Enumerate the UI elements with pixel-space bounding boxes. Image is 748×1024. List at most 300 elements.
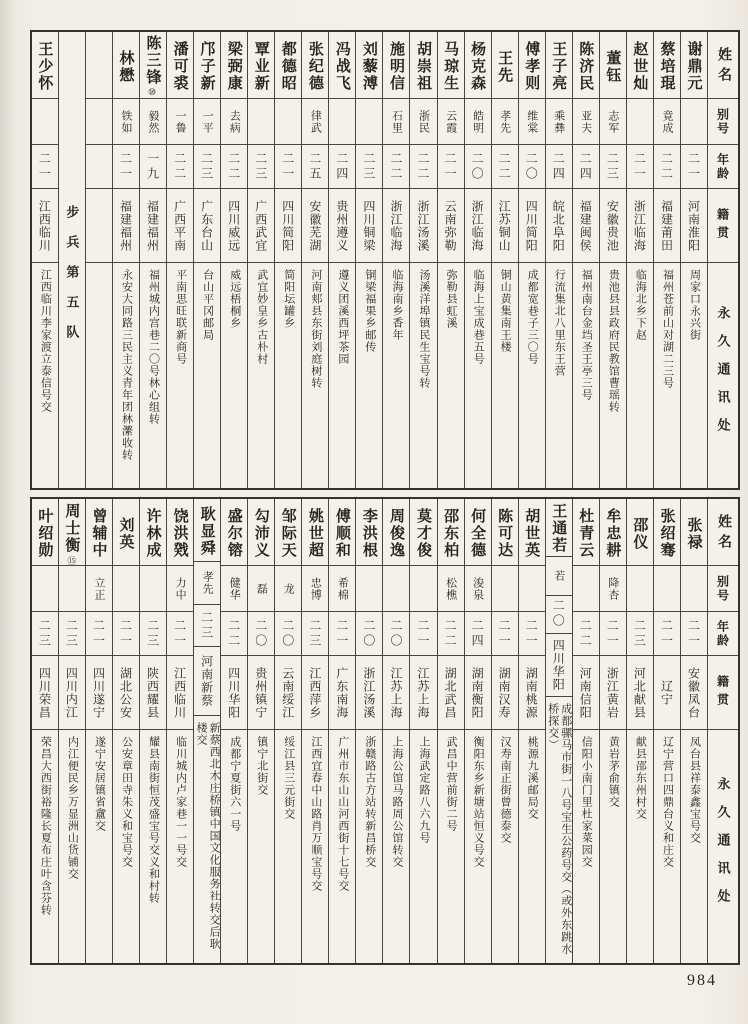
- alias-cell: [32, 566, 58, 612]
- name-cell: [275, 32, 301, 99]
- alias-cell: 铁如: [113, 99, 139, 145]
- name-cell: [465, 32, 491, 99]
- name-cell: [383, 32, 409, 99]
- person-name: 马琼生: [442, 41, 459, 92]
- address-cell: 临海北乡下赵: [634, 269, 647, 341]
- native-cell: 湖北公安: [113, 656, 139, 730]
- age-cell: 二三: [600, 145, 626, 189]
- age-cell: 二二: [573, 612, 599, 656]
- person-column: [139, 32, 166, 488]
- age-cell: 二一: [519, 612, 545, 656]
- alias-cell: 降杏: [600, 566, 626, 612]
- address-cell: 临海上宝成巷五号: [472, 269, 485, 365]
- age-cell: 二三: [194, 605, 220, 646]
- header-age: 年龄: [708, 612, 738, 656]
- person-column: [491, 499, 518, 963]
- native-cell: 陕西耀县: [140, 656, 166, 730]
- name-cell: [654, 32, 680, 99]
- person-name: 王少怀: [36, 41, 53, 92]
- address-cell: 绥江县三元街交: [282, 736, 295, 820]
- person-name: 周俊逸: [387, 508, 404, 559]
- native-cell: 河南新蔡: [194, 647, 220, 717]
- address-cell: 铜山黄集南王楼: [499, 269, 512, 353]
- alias-cell: 一鲁: [167, 99, 193, 145]
- address-cell: 汉寿南正街曾德泰交: [499, 736, 512, 844]
- alias-cell: 浙民: [410, 99, 436, 145]
- native-cell: 浙江临海: [627, 189, 653, 263]
- name-cell: [167, 499, 193, 566]
- person-name: 牟忠耕: [604, 508, 621, 559]
- name-cell: [492, 32, 518, 99]
- alias-cell: 松樵: [438, 566, 464, 612]
- address-cell: 威远梧桐乡: [228, 269, 241, 329]
- person-column: [599, 499, 626, 963]
- header-native: 籍贯: [708, 656, 738, 730]
- person-name: 王先: [496, 49, 513, 84]
- person-name: 梁弼康: [225, 41, 242, 92]
- name-cell: [356, 499, 382, 566]
- alias-cell: [356, 566, 382, 612]
- native-cell: 河北献县: [627, 656, 653, 730]
- person-column: [328, 32, 355, 488]
- native-cell: 湖南汉寿: [492, 656, 518, 730]
- alias-cell: [654, 566, 680, 612]
- name-cell: [221, 32, 247, 99]
- name-cell: [519, 32, 545, 99]
- name-cell: [248, 32, 274, 99]
- native-cell: 福建福州: [113, 189, 139, 263]
- person-name: 赵世灿: [631, 41, 648, 92]
- person-column: [545, 499, 572, 963]
- age-cell: 二四: [546, 145, 572, 189]
- native-cell: 河南信阳: [573, 656, 599, 730]
- name-cell: [356, 32, 382, 99]
- address-cell: 耀县南街恒茂盛宝号交义和村转: [147, 736, 160, 904]
- person-name: 邝子新: [198, 41, 215, 92]
- person-column: [58, 499, 85, 963]
- address-cell: 上海公馆马路周公馆转交: [390, 736, 403, 868]
- name-cell: [167, 32, 193, 99]
- alias-cell: [573, 566, 599, 612]
- age-cell: 二一: [654, 612, 680, 656]
- person-column: [599, 32, 626, 488]
- alias-cell: 石里: [383, 99, 409, 145]
- native-cell: 河南淮阳: [681, 189, 707, 263]
- address-cell: 上海武定路八六九号: [418, 736, 431, 844]
- person-column: [572, 32, 599, 488]
- person-column: [85, 499, 112, 963]
- alias-cell: 浚泉: [465, 566, 491, 612]
- alias-cell: 律武: [302, 99, 328, 145]
- native-cell: 浙江临海: [465, 189, 491, 263]
- native-cell: 浙江黄岩: [600, 656, 626, 730]
- native-cell: 四川荣昌: [32, 656, 58, 730]
- address-cell: 成都骡马市街一八号宝生公药号交（或外东跳水桥探交）: [546, 703, 572, 956]
- alias-cell: [410, 566, 436, 612]
- alias-cell: 去病: [221, 99, 247, 145]
- alias-cell: [59, 566, 85, 612]
- person-name: 施明信: [387, 41, 404, 92]
- header-native: 籍贯: [708, 189, 738, 263]
- person-name: 刘藜溥: [360, 41, 377, 92]
- address-cell: 汤溪洋埠镇民生宝号转: [418, 269, 431, 389]
- person-column: [247, 499, 274, 963]
- person-name: 叶绍勋: [36, 508, 53, 559]
- address-cell: 镇宁北街交: [255, 736, 268, 796]
- person-column: [464, 499, 491, 963]
- person-name: 冯战飞: [333, 41, 350, 92]
- address-cell: 内江便民乡万显洲山货铺交: [66, 736, 79, 880]
- native-cell: 四川铜梁: [356, 189, 382, 263]
- age-cell: 二四: [573, 145, 599, 189]
- name-cell: [194, 499, 220, 562]
- person-name: 蔡培琨: [658, 41, 675, 92]
- person-column: [112, 499, 139, 963]
- age-cell: 二四: [465, 612, 491, 656]
- person-name: 邵仪: [631, 516, 648, 551]
- person-name: 胡世英: [523, 508, 540, 559]
- name-cell: [546, 499, 572, 557]
- person-column: [193, 32, 220, 488]
- address-cell: 衡阳东乡新塘站恒义号交: [472, 736, 485, 868]
- address-cell: 台山平冈邮局: [201, 269, 214, 341]
- person-column: [166, 32, 193, 488]
- name-cell: [465, 499, 491, 566]
- age-cell: 二一: [438, 145, 464, 189]
- header-address: 永久通讯处: [715, 305, 731, 446]
- empty-cell: [86, 189, 112, 263]
- person-name: 董钰: [604, 49, 621, 84]
- header-alias: 别号: [708, 99, 738, 145]
- alias-cell: 云霞: [438, 99, 464, 145]
- person-name: 潘可裘: [171, 41, 188, 92]
- person-column: [653, 32, 680, 488]
- address-cell: 临川城内卢家巷一一号交: [174, 736, 187, 868]
- address-cell: 公安章田寺朱义和宝号交: [120, 736, 133, 868]
- age-cell: 二一: [32, 145, 58, 189]
- age-cell: 二一: [329, 612, 355, 656]
- person-name: 许林成: [144, 508, 161, 559]
- alias-cell: [32, 99, 58, 145]
- annotation-mark: ⑮: [66, 555, 77, 565]
- native-cell: 江西临川: [32, 189, 58, 263]
- person-column: [409, 499, 436, 963]
- person-column: [518, 32, 545, 488]
- address-cell: 福州南台金垱圣王亭三号: [580, 269, 593, 401]
- address-cell: 铜梁福果乡邮传: [363, 269, 376, 353]
- native-cell: 江苏上海: [383, 656, 409, 730]
- alias-cell: 若: [546, 557, 572, 596]
- person-column: [464, 32, 491, 488]
- address-cell: 武昌中营前街二号: [445, 736, 458, 832]
- age-cell: 二〇: [275, 612, 301, 656]
- person-name: 李洪根: [360, 508, 377, 559]
- unit-label: 步兵第五队: [64, 205, 80, 355]
- person-column: [355, 32, 382, 488]
- name-cell: [438, 32, 464, 99]
- address-cell: 荣昌大西街裕隆长夏布庄叶含芬转: [39, 736, 52, 916]
- name-cell: [194, 32, 220, 99]
- person-name: 何全德: [469, 508, 486, 559]
- person-name: 张绍骞: [658, 508, 675, 559]
- person-name: 覃业新: [252, 41, 269, 92]
- native-cell: 湖南桃源: [519, 656, 545, 730]
- page-number: 984: [687, 972, 717, 989]
- name-cell: [654, 499, 680, 566]
- alias-cell: [356, 99, 382, 145]
- native-cell: 福建福州: [140, 189, 166, 263]
- person-name: 邵东柏: [442, 508, 459, 559]
- address-cell: 新蔡西北木庄桥镇中国文化服务社转交后耿楼交: [195, 722, 221, 951]
- alias-cell: 希棉: [329, 566, 355, 612]
- person-name: 曾辅中: [90, 508, 107, 559]
- header-address: 永久通讯处: [715, 776, 731, 917]
- person-name: 张禄: [685, 516, 702, 551]
- alias-cell: 毅然: [140, 99, 166, 145]
- person-name: 王通若: [550, 503, 567, 555]
- native-cell: 安徽贵池: [600, 189, 626, 263]
- address-cell: 武宜妙皇乡古朴村: [255, 269, 268, 365]
- age-cell: 二一: [113, 612, 139, 656]
- person-column: [32, 32, 58, 488]
- person-column: [193, 499, 220, 963]
- alias-cell: 力中: [167, 566, 193, 612]
- address-cell: 浙赣路古方站转新昌桥交: [363, 736, 376, 868]
- blank-column: [85, 32, 112, 488]
- person-column: [626, 32, 653, 488]
- name-cell: [573, 32, 599, 99]
- native-cell: 广东南海: [329, 656, 355, 730]
- name-cell: [573, 499, 599, 566]
- person-column: [166, 499, 193, 963]
- person-column: [409, 32, 436, 488]
- name-cell: [32, 499, 58, 566]
- person-name: 谢鼎元: [685, 41, 702, 92]
- name-cell: [681, 499, 707, 566]
- address-cell: 贵池县县政府民教馆曹瑶转: [607, 269, 620, 413]
- alias-cell: [248, 99, 274, 145]
- age-cell: 二〇: [546, 596, 572, 634]
- person-name: 盛尔镕: [225, 508, 242, 559]
- age-cell: 二〇: [356, 612, 382, 656]
- address-cell: 永安大同路三民主义青年团林瀿收转: [120, 269, 133, 461]
- age-cell: 二〇: [519, 145, 545, 189]
- native-cell: 辽宁: [654, 656, 680, 730]
- native-cell: 广东台山: [194, 189, 220, 263]
- name-cell: [681, 32, 707, 99]
- empty-cell: [86, 263, 112, 488]
- annotation-mark: ⑩: [148, 88, 159, 98]
- age-cell: 二二: [221, 145, 247, 189]
- age-cell: 二三: [140, 612, 166, 656]
- person-name: 林懋: [117, 49, 134, 84]
- age-cell: 二二: [492, 145, 518, 189]
- address-cell: 遵义团溪西坪茶园: [336, 269, 349, 365]
- native-cell: 湖南衡阳: [465, 656, 491, 730]
- age-cell: 二一: [681, 612, 707, 656]
- alias-cell: [140, 566, 166, 612]
- name-cell: [221, 499, 247, 566]
- address-cell: 周家口永兴街: [688, 269, 701, 341]
- name-cell: [410, 32, 436, 99]
- header-column: [707, 32, 738, 488]
- alias-cell: 维棠: [519, 99, 545, 145]
- person-name: 都德昭: [279, 41, 296, 92]
- age-cell: 二一: [492, 612, 518, 656]
- address-cell: 桃源九溪邮局交: [526, 736, 539, 820]
- person-column: [247, 32, 274, 488]
- address-cell: 献县邵东州村交: [634, 736, 647, 820]
- person-column: [274, 499, 301, 963]
- person-name: 张纪德: [306, 41, 323, 92]
- address-cell: 河南郏县东街刘庭树转: [309, 269, 322, 389]
- person-column: [437, 32, 464, 488]
- alias-cell: [627, 566, 653, 612]
- age-cell: 二一: [275, 145, 301, 189]
- address-cell: 行流集北八里东王营: [553, 269, 566, 377]
- person-column: [32, 499, 58, 963]
- alias-cell: 磊: [248, 566, 274, 612]
- native-cell: 皖北阜阳: [546, 189, 572, 263]
- native-cell: 安徽凤台: [681, 656, 707, 730]
- alias-cell: [329, 99, 355, 145]
- age-cell: 二二: [221, 612, 247, 656]
- person-column: [437, 499, 464, 963]
- address-cell: 成都宽巷子三〇号: [526, 269, 539, 365]
- name-cell: [302, 32, 328, 99]
- person-column: [572, 499, 599, 963]
- name-cell: [32, 32, 58, 99]
- name-cell: [600, 32, 626, 99]
- alias-cell: 龙: [275, 566, 301, 612]
- age-cell: 二〇: [248, 612, 274, 656]
- alias-cell: 竟成: [654, 99, 680, 145]
- address-cell: 临海南乡香年: [390, 269, 403, 341]
- age-cell: 二三: [248, 145, 274, 189]
- name-cell: [113, 32, 139, 99]
- native-cell: 四川简阳: [519, 189, 545, 263]
- age-cell: 二三: [59, 612, 85, 656]
- native-cell: 江西萍乡: [302, 656, 328, 730]
- native-cell: 云南弥勒: [438, 189, 464, 263]
- roster-table-bottom: [30, 497, 740, 965]
- person-name: 饶洪戣: [171, 508, 188, 559]
- age-cell: 二一: [681, 145, 707, 189]
- name-cell: [248, 499, 274, 566]
- person-name: 王子亮: [550, 41, 567, 92]
- address-cell: 福州城内宫巷二〇号林心组转: [147, 269, 160, 425]
- age-cell: 二二: [383, 145, 409, 189]
- alias-cell: 乘彝: [546, 99, 572, 145]
- address-cell: 江西临川李家渡立泰信号交: [39, 269, 52, 413]
- person-column: [355, 499, 382, 963]
- age-cell: 二四: [329, 145, 355, 189]
- person-column: [680, 499, 707, 963]
- person-column: [301, 499, 328, 963]
- name-cell: [113, 499, 139, 566]
- person-column: [382, 499, 409, 963]
- address-cell: 辽宁营口四鼎台义和庄交: [661, 736, 674, 868]
- header-name: 姓名: [708, 32, 738, 99]
- name-cell: [140, 499, 166, 566]
- header-age: 年龄: [708, 145, 738, 189]
- age-cell: 二五: [302, 145, 328, 189]
- age-cell: 二三: [627, 612, 653, 656]
- alias-cell: [681, 99, 707, 145]
- native-cell: 贵州遵义: [329, 189, 355, 263]
- header-column: [707, 499, 738, 963]
- native-cell: 浙江汤溪: [410, 189, 436, 263]
- age-cell: 二〇: [383, 612, 409, 656]
- person-name: 胡崇祖: [415, 41, 432, 92]
- alias-cell: 皓明: [465, 99, 491, 145]
- alias-cell: [627, 99, 653, 145]
- person-name: 耿显舜: [198, 506, 215, 558]
- alias-cell: [383, 566, 409, 612]
- person-name: 姚世超: [306, 508, 323, 559]
- name-cell: [410, 499, 436, 566]
- person-column: [112, 32, 139, 488]
- alias-cell: [519, 566, 545, 612]
- person-name: 刘英: [117, 516, 134, 551]
- empty-cell: [86, 32, 112, 99]
- address-cell: 凤台县祥泰鑫宝号交: [688, 736, 701, 844]
- name-cell: [383, 499, 409, 566]
- age-cell: 二二: [167, 145, 193, 189]
- person-column: [301, 32, 328, 488]
- person-name: 杨克森: [469, 41, 486, 92]
- alias-cell: [275, 99, 301, 145]
- alias-cell: 志军: [600, 99, 626, 145]
- person-name: 勾沛义: [252, 508, 269, 559]
- age-cell: 二二: [438, 612, 464, 656]
- address-cell: 广州市东山山河西街十七号交: [336, 736, 349, 892]
- name-cell: [59, 499, 85, 566]
- header-name: 姓名: [708, 499, 738, 566]
- person-column: [220, 32, 247, 488]
- name-cell: [627, 32, 653, 99]
- address-cell: 信阳小南门里杜家菜园交: [580, 736, 593, 868]
- age-cell: 二三: [32, 612, 58, 656]
- person-name: 杜青云: [577, 508, 594, 559]
- age-cell: 二三: [302, 612, 328, 656]
- name-cell: [86, 499, 112, 566]
- age-cell: 二一: [86, 612, 112, 656]
- person-column: [653, 499, 680, 963]
- alias-cell: 健华: [221, 566, 247, 612]
- age-cell: 二三: [194, 145, 220, 189]
- person-name: 陈三锋: [144, 35, 161, 86]
- person-column: [626, 499, 653, 963]
- address-cell: 平南思旺联新商号: [174, 269, 187, 365]
- native-cell: 安徽芜湖: [302, 189, 328, 263]
- address-cell: 江西宜春中山路肖万顺宝号交: [309, 736, 322, 892]
- person-name: 周士衡: [63, 502, 80, 554]
- native-cell: 贵州镇宁: [248, 656, 274, 730]
- native-cell: 四川华阳: [546, 634, 572, 697]
- native-cell: 四川威远: [221, 189, 247, 263]
- name-cell: [302, 499, 328, 566]
- person-name: 傅孝则: [523, 41, 540, 92]
- age-cell: 二〇: [465, 145, 491, 189]
- native-cell: 广西武宜: [248, 189, 274, 263]
- empty-cell: [86, 145, 112, 189]
- name-cell: [438, 499, 464, 566]
- native-cell: 广西平南: [167, 189, 193, 263]
- age-cell: 二一: [600, 612, 626, 656]
- native-cell: 江苏上海: [410, 656, 436, 730]
- name-cell: [546, 32, 572, 99]
